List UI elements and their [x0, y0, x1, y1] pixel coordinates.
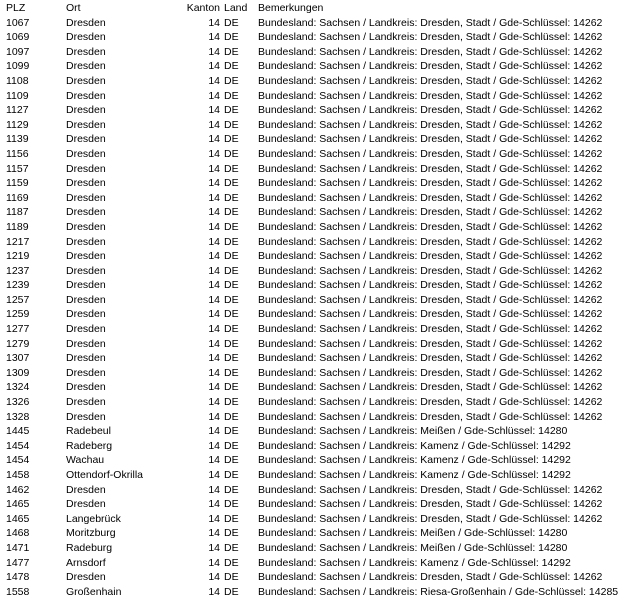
cell-kanton: 14 — [208, 396, 220, 409]
cell-plz: 1157 — [6, 162, 29, 175]
cell-kanton: 14 — [208, 45, 220, 58]
header-kanton: Kanton — [186, 2, 220, 14]
cell-land: DE — [224, 118, 239, 131]
cell-bemerkungen: Bundesland: Sachsen / Landkreis: Dresden, Stadt / Gde-Schlüssel: 14262 — [258, 16, 603, 29]
cell-ort: Dresden — [66, 279, 106, 292]
cell-kanton: 14 — [208, 366, 220, 379]
cell-bemerkungen: Bundesland: Sachsen / Landkreis: Riesa-Großenhain / Gde-Schlüssel: 14285 — [258, 585, 619, 598]
cell-plz: 1099 — [6, 60, 30, 73]
cell-land: DE — [224, 381, 239, 394]
cell-land: DE — [224, 60, 239, 73]
cell-kanton: 14 — [208, 337, 220, 350]
cell-land: DE — [224, 498, 239, 511]
table-row — [0, 89, 640, 104]
cell-kanton: 14 — [208, 191, 220, 204]
cell-kanton: 14 — [208, 162, 220, 175]
cell-plz: 1465 — [6, 498, 30, 511]
cell-ort: Wachau — [66, 454, 105, 467]
cell-plz: 1307 — [6, 352, 30, 365]
cell-plz: 1465 — [6, 512, 30, 525]
table-row — [0, 293, 640, 308]
cell-ort: Ottendorf-Okrilla — [66, 469, 144, 481]
cell-land: DE — [224, 191, 239, 204]
cell-plz: 1257 — [6, 293, 30, 306]
cell-plz: 1169 — [6, 191, 29, 204]
cell-ort: Dresden — [66, 337, 106, 350]
cell-ort: Dresden — [66, 250, 106, 263]
cell-ort: Dresden — [66, 571, 106, 584]
cell-land: DE — [224, 31, 239, 44]
table-row — [0, 322, 640, 337]
cell-land: DE — [224, 220, 239, 233]
table-row — [0, 220, 640, 235]
table-row — [0, 118, 640, 133]
cell-ort: Dresden — [66, 381, 106, 394]
cell-bemerkungen: Bundesland: Sachsen / Landkreis: Dresden, Stadt / Gde-Schlüssel: 14262 — [258, 220, 603, 233]
cell-kanton: 14 — [208, 527, 220, 540]
cell-bemerkungen: Bundesland: Sachsen / Landkreis: Dresden, Stadt / Gde-Schlüssel: 14262 — [258, 206, 603, 219]
cell-kanton: 14 — [208, 118, 220, 131]
cell-kanton: 14 — [208, 483, 220, 496]
cell-bemerkungen: Bundesland: Sachsen / Landkreis: Kamenz / Gde-Schlüssel: 14292 — [258, 556, 571, 569]
cell-plz: 1328 — [6, 410, 30, 423]
table-row — [0, 264, 640, 279]
cell-ort: Dresden — [66, 45, 106, 58]
cell-land: DE — [224, 89, 239, 102]
cell-bemerkungen: Bundesland: Sachsen / Landkreis: Dresden, Stadt / Gde-Schlüssel: 14262 — [258, 410, 603, 423]
cell-kanton: 14 — [208, 74, 220, 87]
cell-kanton: 14 — [208, 220, 220, 233]
cell-kanton: 14 — [208, 235, 220, 248]
header-bemerkungen: Bemerkungen — [258, 2, 324, 14]
table-row — [0, 249, 640, 264]
cell-land: DE — [224, 439, 239, 452]
cell-land: DE — [224, 469, 239, 481]
cell-bemerkungen: Bundesland: Sachsen / Landkreis: Dresden, Stadt / Gde-Schlüssel: 14262 — [258, 60, 603, 73]
cell-land: DE — [224, 293, 239, 306]
cell-ort: Dresden — [66, 396, 106, 409]
cell-ort: Arnsdorf — [66, 556, 106, 569]
cell-plz: 1309 — [6, 366, 30, 379]
cell-ort: Dresden — [66, 118, 106, 131]
cell-land: DE — [224, 206, 239, 219]
cell-land: DE — [224, 74, 239, 87]
cell-bemerkungen: Bundesland: Sachsen / Landkreis: Dresden, Stadt / Gde-Schlüssel: 14262 — [258, 250, 603, 263]
cell-kanton: 14 — [208, 31, 220, 44]
cell-bemerkungen: Bundesland: Sachsen / Landkreis: Dresden, Stadt / Gde-Schlüssel: 14262 — [258, 512, 603, 525]
cell-bemerkungen: Bundesland: Sachsen / Landkreis: Dresden, Stadt / Gde-Schlüssel: 14262 — [258, 308, 603, 321]
cell-plz: 1468 — [6, 527, 30, 540]
table-row — [0, 162, 640, 177]
cell-bemerkungen: Bundesland: Sachsen / Landkreis: Dresden, Stadt / Gde-Schlüssel: 14262 — [258, 235, 603, 248]
table-row — [0, 526, 640, 541]
header-land: Land — [224, 2, 248, 14]
header-ort: Ort — [66, 2, 81, 14]
cell-kanton: 14 — [208, 104, 220, 117]
cell-ort: Dresden — [66, 308, 106, 321]
cell-ort: Dresden — [66, 177, 106, 190]
cell-ort: Dresden — [66, 162, 106, 175]
cell-kanton: 14 — [208, 571, 220, 584]
table-row — [0, 16, 640, 31]
table-row — [0, 468, 640, 483]
table-row — [0, 424, 640, 439]
cell-kanton: 14 — [208, 469, 220, 481]
cell-plz: 1187 — [6, 206, 29, 219]
table-row — [0, 30, 640, 45]
cell-land: DE — [224, 352, 239, 365]
cell-bemerkungen: Bundesland: Sachsen / Landkreis: Dresden, Stadt / Gde-Schlüssel: 14262 — [258, 89, 603, 102]
cell-land: DE — [224, 410, 239, 423]
cell-kanton: 14 — [208, 381, 220, 394]
cell-bemerkungen: Bundesland: Sachsen / Landkreis: Dresden, Stadt / Gde-Schlüssel: 14262 — [258, 352, 603, 365]
cell-kanton: 14 — [208, 352, 220, 365]
cell-bemerkungen: Bundesland: Sachsen / Landkreis: Dresden, Stadt / Gde-Schlüssel: 14262 — [258, 133, 603, 146]
cell-bemerkungen: Bundesland: Sachsen / Landkreis: Dresden, Stadt / Gde-Schlüssel: 14262 — [258, 337, 603, 350]
cell-land: DE — [224, 512, 239, 525]
cell-kanton: 14 — [208, 585, 220, 598]
cell-bemerkungen: Bundesland: Sachsen / Landkreis: Dresden, Stadt / Gde-Schlüssel: 14262 — [258, 396, 603, 409]
cell-plz: 1189 — [6, 220, 29, 233]
table-row — [0, 497, 640, 512]
cell-plz: 1129 — [6, 118, 29, 131]
cell-bemerkungen: Bundesland: Sachsen / Landkreis: Meißen / Gde-Schlüssel: 14280 — [258, 527, 568, 540]
cell-land: DE — [224, 147, 239, 160]
cell-plz: 1239 — [6, 279, 30, 292]
cell-bemerkungen: Bundesland: Sachsen / Landkreis: Dresden, Stadt / Gde-Schlüssel: 14262 — [258, 571, 603, 584]
cell-kanton: 14 — [208, 541, 220, 554]
cell-plz: 1445 — [6, 425, 30, 438]
cell-land: DE — [224, 483, 239, 496]
cell-kanton: 14 — [208, 264, 220, 277]
cell-land: DE — [224, 556, 239, 569]
cell-land: DE — [224, 279, 239, 292]
table-row — [0, 439, 640, 454]
cell-bemerkungen: Bundesland: Sachsen / Landkreis: Dresden, Stadt / Gde-Schlüssel: 14262 — [258, 45, 603, 58]
cell-kanton: 14 — [208, 308, 220, 321]
cell-bemerkungen: Bundesland: Sachsen / Landkreis: Dresden, Stadt / Gde-Schlüssel: 14262 — [258, 162, 603, 175]
table-row — [0, 556, 640, 571]
cell-plz: 1279 — [6, 337, 30, 350]
cell-kanton: 14 — [208, 498, 220, 511]
cell-bemerkungen: Bundesland: Sachsen / Landkreis: Dresden, Stadt / Gde-Schlüssel: 14262 — [258, 366, 603, 379]
cell-plz: 1458 — [6, 469, 30, 481]
cell-bemerkungen: Bundesland: Sachsen / Landkreis: Dresden, Stadt / Gde-Schlüssel: 14262 — [258, 279, 603, 292]
cell-bemerkungen: Bundesland: Sachsen / Landkreis: Dresden, Stadt / Gde-Schlüssel: 14262 — [258, 293, 603, 306]
cell-ort: Dresden — [66, 323, 106, 336]
table-row — [0, 570, 640, 585]
cell-kanton: 14 — [208, 556, 220, 569]
cell-kanton: 14 — [208, 279, 220, 292]
table-row — [0, 351, 640, 366]
table-row — [0, 147, 640, 162]
cell-ort: Dresden — [66, 352, 106, 365]
cell-land: DE — [224, 264, 239, 277]
cell-bemerkungen: Bundesland: Sachsen / Landkreis: Dresden, Stadt / Gde-Schlüssel: 14262 — [258, 147, 603, 160]
cell-bemerkungen: Bundesland: Sachsen / Landkreis: Kamenz / Gde-Schlüssel: 14292 — [258, 469, 571, 481]
cell-land: DE — [224, 396, 239, 409]
table-row — [0, 483, 640, 498]
cell-bemerkungen: Bundesland: Sachsen / Landkreis: Dresden, Stadt / Gde-Schlüssel: 14262 — [258, 31, 603, 44]
cell-land: DE — [224, 571, 239, 584]
table-row — [0, 512, 640, 527]
cell-plz: 1259 — [6, 308, 30, 321]
cell-ort: Dresden — [66, 60, 106, 73]
table-row — [0, 235, 640, 250]
cell-kanton: 14 — [208, 293, 220, 306]
cell-plz: 1217 — [6, 235, 30, 248]
cell-bemerkungen: Bundesland: Sachsen / Landkreis: Dresden, Stadt / Gde-Schlüssel: 14262 — [258, 264, 603, 277]
cell-plz: 1478 — [6, 571, 30, 584]
cell-kanton: 14 — [208, 439, 220, 452]
cell-land: DE — [224, 454, 239, 467]
table-row — [0, 337, 640, 352]
cell-land: DE — [224, 323, 239, 336]
cell-land: DE — [224, 250, 239, 263]
cell-bemerkungen: Bundesland: Sachsen / Landkreis: Dresden, Stadt / Gde-Schlüssel: 14262 — [258, 74, 603, 87]
table-row — [0, 410, 640, 425]
cell-bemerkungen: Bundesland: Sachsen / Landkreis: Kamenz / Gde-Schlüssel: 14292 — [258, 454, 571, 467]
cell-ort: Dresden — [66, 264, 106, 277]
cell-bemerkungen: Bundesland: Sachsen / Landkreis: Dresden, Stadt / Gde-Schlüssel: 14262 — [258, 191, 603, 204]
cell-kanton: 14 — [208, 512, 220, 525]
table-row — [0, 45, 640, 60]
cell-kanton: 14 — [208, 89, 220, 102]
cell-kanton: 14 — [208, 60, 220, 73]
cell-kanton: 14 — [208, 147, 220, 160]
cell-plz: 1156 — [6, 147, 29, 160]
table-row — [0, 59, 640, 74]
cell-bemerkungen: Bundesland: Sachsen / Landkreis: Kamenz / Gde-Schlüssel: 14292 — [258, 439, 571, 452]
cell-ort: Langebrück — [66, 512, 121, 525]
cell-plz: 1219 — [6, 250, 30, 263]
cell-ort: Moritzburg — [66, 527, 116, 540]
cell-land: DE — [224, 235, 239, 248]
cell-land: DE — [224, 104, 239, 117]
cell-plz: 1139 — [6, 133, 29, 146]
cell-bemerkungen: Bundesland: Sachsen / Landkreis: Dresden, Stadt / Gde-Schlüssel: 14262 — [258, 483, 603, 496]
cell-ort: Dresden — [66, 31, 106, 44]
cell-ort: Radebeul — [66, 425, 111, 438]
cell-land: DE — [224, 585, 239, 598]
table-row — [0, 541, 640, 556]
cell-bemerkungen: Bundesland: Sachsen / Landkreis: Dresden, Stadt / Gde-Schlüssel: 14262 — [258, 177, 603, 190]
table-row — [0, 132, 640, 147]
table-row — [0, 380, 640, 395]
cell-land: DE — [224, 337, 239, 350]
cell-kanton: 14 — [208, 133, 220, 146]
cell-ort: Großenhain — [66, 585, 122, 598]
table-row — [0, 395, 640, 410]
cell-bemerkungen: Bundesland: Sachsen / Landkreis: Dresden, Stadt / Gde-Schlüssel: 14262 — [258, 118, 603, 131]
cell-ort: Dresden — [66, 206, 106, 219]
table-row — [0, 176, 640, 191]
cell-bemerkungen: Bundesland: Sachsen / Landkreis: Dresden, Stadt / Gde-Schlüssel: 14262 — [258, 498, 603, 511]
cell-ort: Radeburg — [66, 541, 113, 554]
cell-plz: 1471 — [6, 541, 30, 554]
header-plz: PLZ — [6, 2, 26, 14]
cell-ort: Dresden — [66, 366, 106, 379]
cell-plz: 1558 — [6, 585, 30, 598]
cell-kanton: 14 — [208, 16, 220, 29]
table-row — [0, 307, 640, 322]
cell-land: DE — [224, 366, 239, 379]
cell-kanton: 14 — [208, 454, 220, 467]
cell-ort: Dresden — [66, 410, 106, 423]
cell-bemerkungen: Bundesland: Sachsen / Landkreis: Dresden, Stadt / Gde-Schlüssel: 14262 — [258, 381, 603, 394]
table-row — [0, 205, 640, 220]
cell-plz: 1277 — [6, 323, 30, 336]
cell-land: DE — [224, 527, 239, 540]
cell-ort: Dresden — [66, 483, 106, 496]
cell-ort: Dresden — [66, 104, 106, 117]
cell-kanton: 14 — [208, 323, 220, 336]
cell-ort: Dresden — [66, 16, 106, 29]
cell-bemerkungen: Bundesland: Sachsen / Landkreis: Meißen / Gde-Schlüssel: 14280 — [258, 425, 568, 438]
table-row — [0, 74, 640, 89]
cell-land: DE — [224, 177, 239, 190]
table-row — [0, 191, 640, 206]
cell-kanton: 14 — [208, 425, 220, 438]
table-row — [0, 278, 640, 293]
cell-land: DE — [224, 133, 239, 146]
cell-plz: 1324 — [6, 381, 30, 394]
cell-bemerkungen: Bundesland: Sachsen / Landkreis: Dresden, Stadt / Gde-Schlüssel: 14262 — [258, 104, 603, 117]
cell-ort: Dresden — [66, 133, 106, 146]
cell-land: DE — [224, 162, 239, 175]
cell-ort: Dresden — [66, 293, 106, 306]
postal-code-sheet — [0, 1, 640, 599]
cell-ort: Radeberg — [66, 439, 113, 452]
cell-kanton: 14 — [208, 177, 220, 190]
cell-bemerkungen: Bundesland: Sachsen / Landkreis: Meißen / Gde-Schlüssel: 14280 — [258, 541, 568, 554]
cell-plz: 1069 — [6, 31, 30, 44]
cell-kanton: 14 — [208, 410, 220, 423]
cell-land: DE — [224, 541, 239, 554]
cell-land: DE — [224, 45, 239, 58]
cell-plz: 1127 — [6, 104, 29, 117]
cell-ort: Dresden — [66, 220, 106, 233]
cell-kanton: 14 — [208, 206, 220, 219]
cell-plz: 1454 — [6, 439, 30, 452]
cell-ort: Dresden — [66, 147, 106, 160]
cell-plz: 1454 — [6, 454, 30, 467]
cell-ort: Dresden — [66, 191, 106, 204]
cell-kanton: 14 — [208, 250, 220, 263]
cell-plz: 1462 — [6, 483, 30, 496]
table-row — [0, 366, 640, 381]
cell-plz: 1237 — [6, 264, 30, 277]
cell-plz: 1108 — [6, 74, 29, 87]
cell-bemerkungen: Bundesland: Sachsen / Landkreis: Dresden, Stadt / Gde-Schlüssel: 14262 — [258, 323, 603, 336]
cell-plz: 1067 — [6, 16, 30, 29]
cell-plz: 1159 — [6, 177, 29, 190]
cell-land: DE — [224, 425, 239, 438]
cell-plz: 1109 — [6, 89, 29, 102]
cell-plz: 1477 — [6, 556, 30, 569]
cell-ort: Dresden — [66, 89, 106, 102]
cell-ort: Dresden — [66, 235, 106, 248]
cell-land: DE — [224, 308, 239, 321]
cell-plz: 1097 — [6, 45, 30, 58]
cell-ort: Dresden — [66, 498, 106, 511]
table-row — [0, 453, 640, 468]
cell-ort: Dresden — [66, 74, 106, 87]
table-row — [0, 585, 640, 600]
header-row — [0, 1, 640, 16]
cell-plz: 1326 — [6, 396, 30, 409]
cell-land: DE — [224, 16, 239, 29]
data-rows — [0, 16, 640, 600]
table-row — [0, 103, 640, 118]
